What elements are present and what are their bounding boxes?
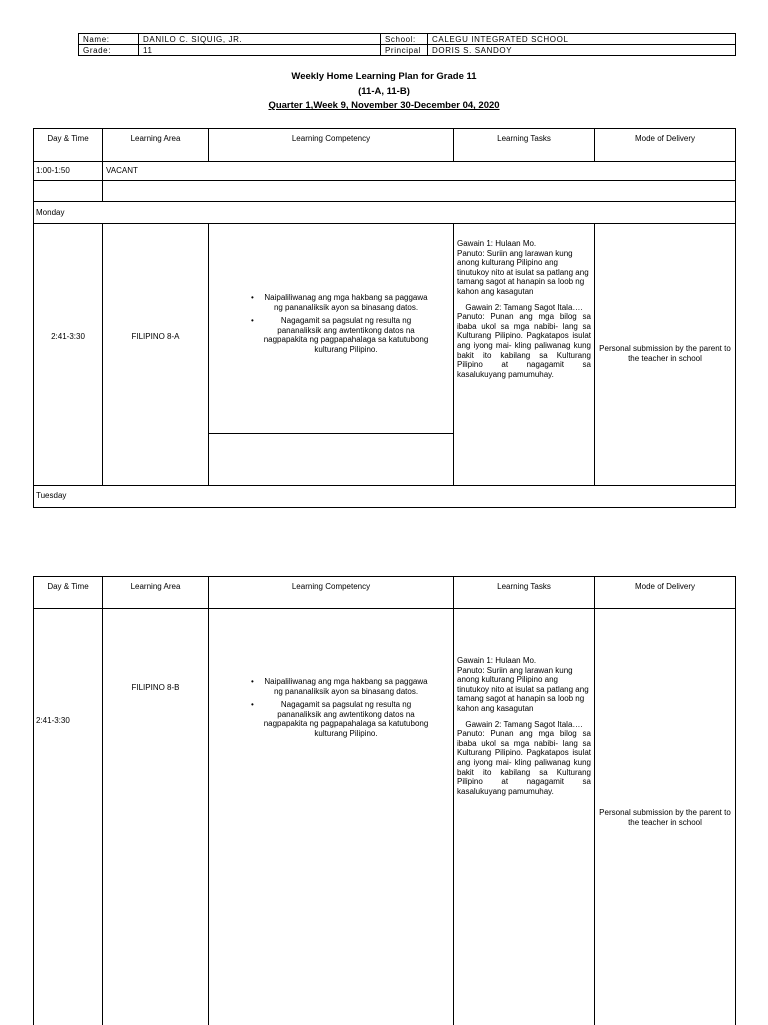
gawain2-title: Gawain 2: Tamang Sagot Itala…. [465,719,583,729]
header-learning-competency: Learning Competency [291,582,371,591]
plan-quarter-week: Quarter 1,Week 9, November 30-December 04, 2020 [268,100,500,111]
gawain2-text: Panuto: Punan ang mga bilog sa ibaba ukol sa mga nabibi- lang sa Kulturang Pilipino. Pagkatapos isulat ang iyong mai- kling paliwanag kung bakit ito kabilang sa Kulturang Pilipino at nagagamit sa kasalukuyang pamumuhay. [457,729,591,796]
vacant-time: 1:00-1:50 [36,166,70,175]
header-learning-tasks: Learning Tasks [497,134,551,143]
header-learning-competency: Learning Competency [291,134,371,143]
header-learning-area: Learning Area [130,134,181,143]
mode-of-delivery-value: Personal submission by the parent to the teacher in school [599,344,731,363]
mode-of-delivery-value: Personal submission by the parent to the teacher in school [599,808,731,827]
gawain1-title: Gawain 1: Hulaan Mo. [457,239,537,248]
competency-item: • Naipaliliwanag ang mga hakbang sa paggawa ng pananaliksik ayon sa binasang datos. [261,677,431,696]
name-value: DANILO C. SIQUIG, JR. [139,34,381,45]
learning-area-value: FILIPINO 8-B [131,683,180,692]
gawain1-title: Gawain 1: Hulaan Mo. [457,656,537,665]
learning-area-value: FILIPINO 8-A [131,332,180,341]
name-label: Name: [79,34,139,45]
header-day-time: Day & Time [47,582,89,591]
competency-item: • Nagagamit sa pagsulat ng resulta ng pananaliksik ang awtentikong datos na nagpapakita ng pagpapahalaga sa katutubong kulturang Pilipino. [261,316,431,354]
day-tuesday: Tuesday [36,491,67,500]
plan-sections: (11-A, 11-B) [358,86,410,97]
grade-label: Grade: [79,45,139,56]
gawain2-title: Gawain 2: Tamang Sagot Itala…. [465,302,583,312]
principal-value: DORIS S. SANDOY [428,45,736,56]
schedule-table-2 [33,576,736,1025]
competency-item: • Nagagamit sa pagsulat ng resulta ng pananaliksik ang awtentikong datos na nagpapakita ng pagpapahalaga sa katutubong kulturang Pilipino. [261,700,431,738]
competency-item: • Naipaliliwanag ang mga hakbang sa paggawa ng pananaliksik ayon sa binasang datos. [261,293,431,312]
header-learning-area: Learning Area [130,582,181,591]
info-header-table [78,33,736,56]
schedule-table-1 [33,128,736,508]
principal-label: Principal [381,45,428,56]
gawain1-text: Panuto: Suriin ang larawan kung anong kulturang Pilipino ang tinutukoy nito at isulat sa patlang ang tamang sagot at hanapin sa loob ng kahon ang kasagutan [457,248,589,296]
vacant-label: VACANT [106,166,138,175]
gawain1-text: Panuto: Suriin ang larawan kung anong kulturang Pilipino ang tinutukoy nito at isulat sa patlang ang tamang sagot at hanapin sa loob ng kahon ang kasagutan [457,665,589,713]
header-day-time: Day & Time [47,134,89,143]
grade-value: 11 [139,45,381,56]
plan-title: Weekly Home Learning Plan for Grade 11 [291,71,477,82]
school-label: School: [381,34,428,45]
learning-competency-list [247,677,431,743]
day-monday: Monday [36,208,65,217]
header-mode-of-delivery: Mode of Delivery [634,582,696,591]
header-mode-of-delivery: Mode of Delivery [634,134,696,143]
learning-tasks-block [457,239,591,379]
learning-tasks-block [457,656,591,796]
session-time: 2:41-3:30 [36,716,70,725]
gawain2-text: Panuto: Punan ang mga bilog sa ibaba ukol sa mga nabibi- lang sa Kulturang Pilipino. Pagkatapos isulat ang iyong mai- kling paliwanag kung bakit ito kabilang sa Kulturang Pilipino at nagagamit sa kasalukuyang pamumuhay. [457,312,591,379]
school-value: CALEGU INTEGRATED SCHOOL [428,34,736,45]
session-time: 2:41-3:30 [51,332,85,341]
learning-competency-list [247,293,431,359]
header-learning-tasks: Learning Tasks [497,582,551,591]
